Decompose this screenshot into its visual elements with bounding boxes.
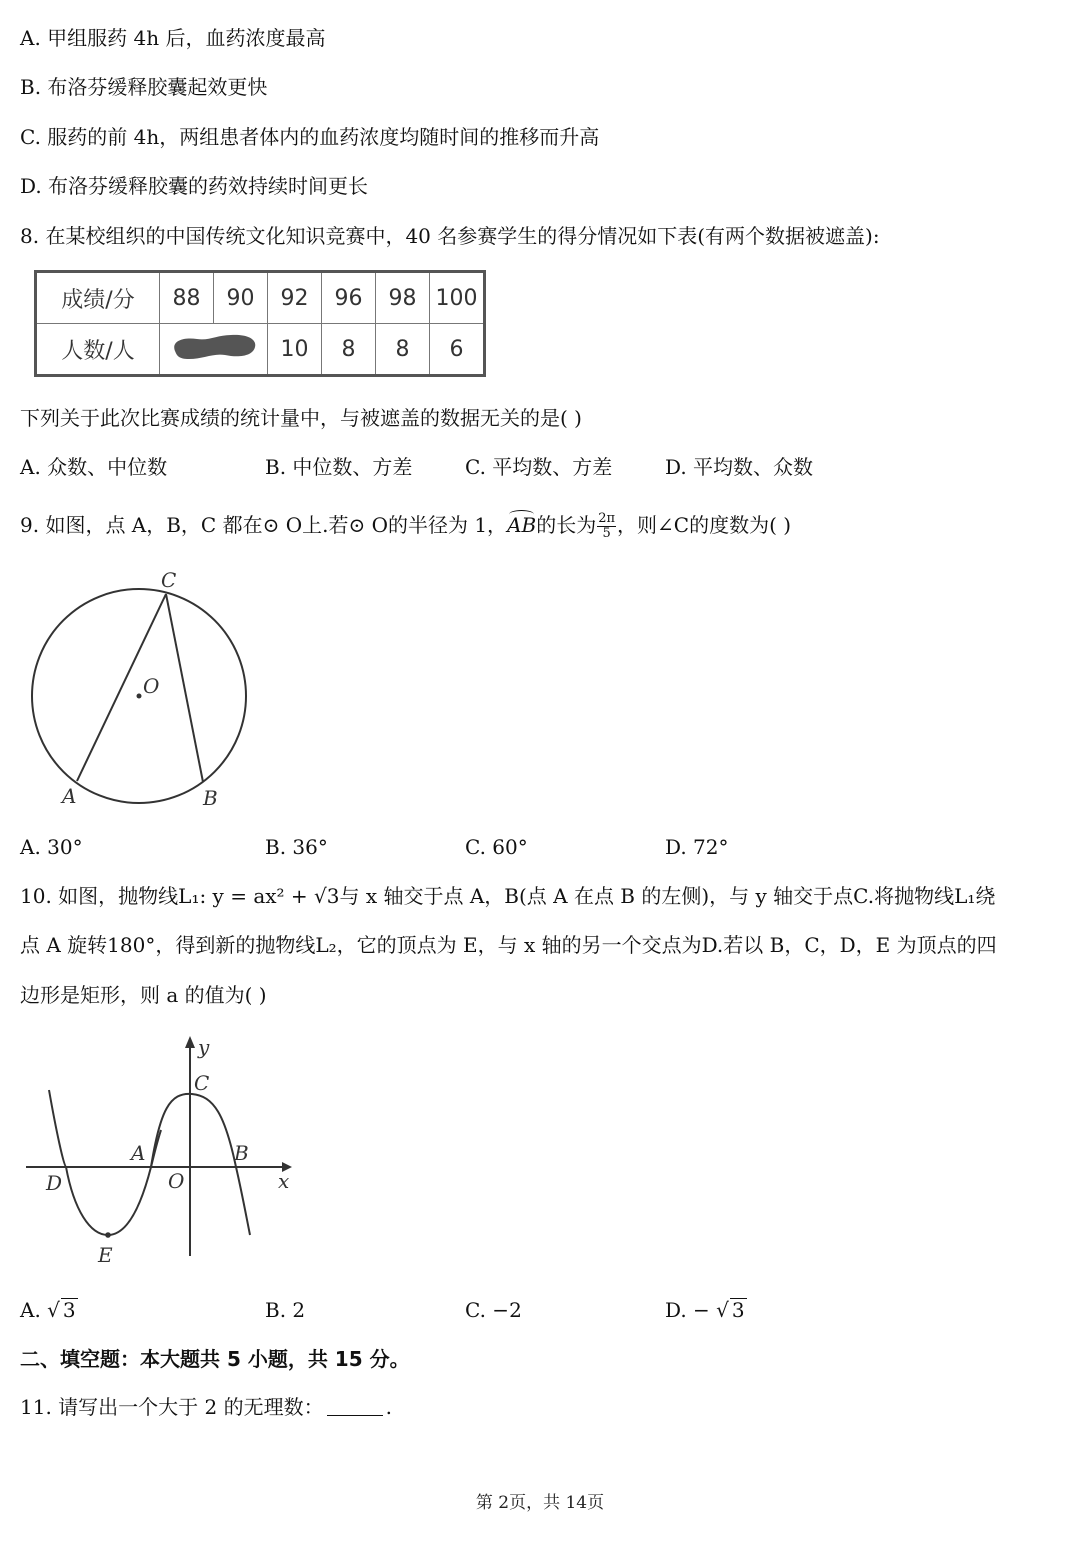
count-row-header: 人数/人	[36, 324, 160, 376]
label-a: A	[131, 1141, 146, 1165]
y-axis-arrow-icon	[185, 1036, 195, 1048]
q9-option-c: C. 60°	[465, 835, 528, 859]
score-table	[34, 270, 486, 377]
label-y: y	[198, 1035, 210, 1059]
q9-option-b: B. 36°	[265, 835, 328, 859]
q10-option-a-radicand: 3	[62, 1298, 76, 1322]
q9-stem-part2: 的长为	[536, 513, 597, 537]
count-cell: 10	[268, 324, 322, 376]
q8-option-a: A. 众数、中位数	[20, 455, 168, 479]
q9-stem	[20, 512, 791, 541]
q7-option-c: C. 服药的前 4h，两组患者体内的血药浓度均随时间的推移而升高	[20, 125, 600, 149]
label-c: C	[194, 1071, 210, 1095]
score-cell: 96	[322, 272, 376, 324]
fraction-denominator: 5	[602, 526, 611, 541]
label-d: D	[46, 1171, 63, 1195]
label-o: O	[143, 674, 160, 698]
fraction-numerator: 2π	[598, 511, 616, 526]
score-cell: 88	[160, 272, 214, 324]
q10-line1: 10. 如图，抛物线L₁: y = ax² + √3与 x 轴交于点 A，B(点 A 在点 B 的左侧)，与 y 轴交于点C.将抛物线L₁绕	[20, 884, 996, 908]
score-row-header: 成绩/分	[36, 272, 160, 324]
q10-option-a: A. √ 3	[20, 1298, 76, 1322]
score-cell: 90	[214, 272, 268, 324]
count-cell: 8	[376, 324, 430, 376]
q9-option-d: D. 72°	[665, 835, 729, 859]
count-cell: 6	[430, 324, 485, 376]
score-cell: 92	[268, 272, 322, 324]
q11-stem	[20, 1394, 392, 1420]
q11-stem-text: 11. 请写出一个大于 2 的无理数：	[20, 1395, 324, 1419]
parabola-figure	[20, 1030, 300, 1270]
label-e: E	[98, 1243, 113, 1267]
ink-blot-mask	[169, 329, 259, 363]
q10-line2: 点 A 旋转180°，得到新的抛物线L₂，它的顶点为 E，与 x 轴的另一个交点为D.若以 B，C，D，E 为顶点的四	[20, 933, 997, 957]
q10-option-d-radicand: 3	[731, 1298, 745, 1322]
q8-option-c: C. 平均数、方差	[465, 455, 613, 479]
count-row	[36, 324, 485, 376]
q8-option-d: D. 平均数、众数	[665, 455, 814, 479]
section-2-title: 二、填空题：本大题共 5 小题，共 15 分。	[20, 1347, 410, 1371]
q7-option-b: B. 布洛芬缓释胶囊起效更快	[20, 75, 268, 99]
arc-ab-label: AB	[507, 513, 537, 537]
score-row	[36, 272, 485, 324]
q10-option-a-prefix: A.	[20, 1298, 41, 1322]
covered-cell	[160, 324, 268, 376]
label-b: B	[203, 786, 218, 810]
arc-length-fraction	[597, 512, 616, 541]
score-cell: 100	[430, 272, 485, 324]
q10-option-b: B. 2	[265, 1298, 306, 1322]
label-o: O	[168, 1169, 185, 1193]
q9-stem-part1: 9. 如图，点 A，B，C 都在⊙ O上.若⊙ O的半径为 1，	[20, 513, 508, 537]
q7-option-d: D. 布洛芬缓释胶囊的药效持续时间更长	[20, 174, 369, 198]
q8-stem: 8. 在某校组织的中国传统文化知识竞赛中，40 名参赛学生的得分情况如下表(有两个数据被遮盖):	[20, 224, 880, 248]
answer-blank[interactable]	[327, 1395, 383, 1416]
q10-line3: 边形是矩形，则 a 的值为( )	[20, 983, 267, 1007]
score-cell: 98	[376, 272, 430, 324]
q9-stem-part3: ，则∠C的度数为( )	[617, 513, 792, 537]
q9-option-a: A. 30°	[20, 835, 83, 859]
q8-option-b: B. 中位数、方差	[265, 455, 413, 479]
q10-option-c: C. −2	[465, 1298, 522, 1322]
label-c: C	[161, 568, 177, 592]
label-x: x	[278, 1169, 290, 1193]
q7-option-a: A. 甲组服药 4h 后，血药浓度最高	[20, 26, 326, 50]
label-a: A	[62, 784, 77, 808]
page-footer: 第 2页，共 14页	[475, 1493, 605, 1513]
vertex-e-point	[105, 1232, 111, 1238]
q10-option-d: D. − √ 3	[665, 1298, 745, 1322]
q8-question: 下列关于此次比赛成绩的统计量中，与被遮盖的数据无关的是( )	[20, 406, 582, 430]
q10-option-d-prefix: D. −	[665, 1298, 710, 1322]
q11-stem-end: .	[385, 1395, 392, 1419]
center-point	[137, 694, 142, 699]
circle-figure	[20, 560, 270, 820]
chord-cb	[166, 594, 203, 782]
label-b: B	[234, 1141, 249, 1165]
count-cell: 8	[322, 324, 376, 376]
